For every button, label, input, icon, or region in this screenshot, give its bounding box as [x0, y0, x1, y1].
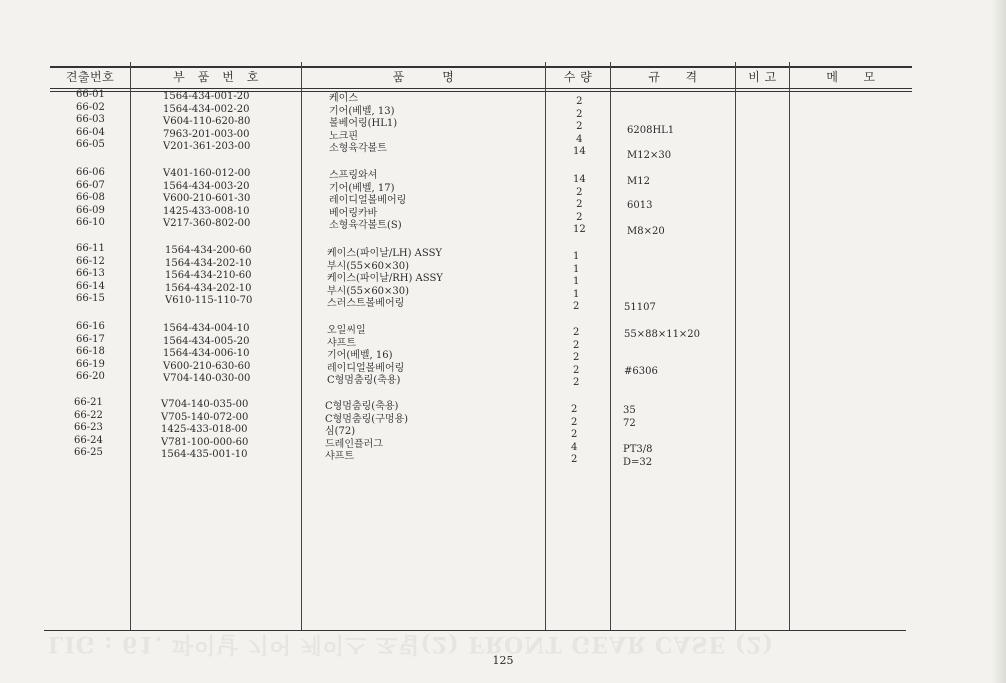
table-cell: 66-20	[76, 371, 105, 382]
table-cell: V217-360-802-00	[163, 218, 251, 229]
part-numbers-group-1	[163, 91, 250, 154]
table-cell: 기어(베벨, 13)	[329, 105, 395, 117]
table-cell: 케이스(파이날/LH) ASSY	[327, 248, 443, 259]
table-cell: 2	[571, 404, 578, 415]
header-bottom-rule	[50, 88, 912, 89]
table-cell: 1564-435-001-10	[161, 449, 248, 460]
item-numbers-group-4	[76, 321, 105, 384]
table-cell: 샤프트	[325, 451, 354, 462]
table-cell: 1564-434-202-10	[165, 282, 252, 294]
spec-group-5-c: PT3/8	[623, 444, 653, 455]
table-cell: 스프링와셔	[329, 170, 378, 181]
column-divider	[130, 62, 131, 630]
table-cell: 7963-201-003-00	[163, 128, 250, 140]
table-cell: 1	[573, 263, 580, 275]
table-cell: V705-140-072-00	[161, 411, 249, 423]
header-spec: 규 격	[648, 70, 698, 84]
spec-group-1-b: M12×30	[627, 150, 672, 161]
table-cell: 1564-434-003-20	[163, 180, 250, 192]
table-cell: 베어링카바	[329, 207, 378, 219]
table-cell: 1564-434-006-10	[163, 348, 250, 359]
table-cell: 기어(베벨, 17)	[329, 182, 395, 194]
item-numbers-group-5	[74, 397, 103, 460]
column-divider	[545, 62, 546, 630]
header-no: 견출번호	[65, 70, 115, 84]
quantities-group-2	[573, 174, 586, 237]
table-cell: 2	[576, 211, 583, 223]
part-names-group-2	[329, 170, 406, 233]
column-divider	[610, 62, 611, 630]
table-cell: V600-210-630-60	[163, 360, 251, 372]
spec-group-2-b: 6013	[627, 200, 653, 211]
header-qty: 수 량	[563, 70, 593, 84]
table-cell: 소형육각볼트(S)	[329, 220, 402, 231]
header-part-no: 부 품 번 호	[173, 70, 259, 84]
table-cell: 66-13	[76, 268, 105, 279]
spec-group-4-b: #6306	[624, 366, 658, 377]
table-cell: 스러스트볼베어링	[327, 298, 405, 309]
table-cell: 2	[573, 339, 580, 351]
quantities-group-4	[573, 327, 579, 390]
table-cell: 1	[573, 276, 580, 287]
table-cell: 66-07	[76, 179, 105, 191]
table-cell: V600-210-601-30	[163, 193, 251, 204]
table-cell: 1	[573, 251, 580, 262]
page-number: 125	[492, 654, 514, 667]
table-cell: 2	[573, 327, 580, 338]
table-bottom-rule	[44, 630, 906, 631]
table-cell: 66-05	[76, 139, 105, 150]
header-memo: 메 모	[826, 70, 876, 84]
column-divider	[301, 62, 302, 630]
table-cell: 66-10	[76, 217, 105, 228]
table-cell: 66-03	[76, 114, 105, 125]
table-cell: V704-140-035-00	[161, 399, 249, 410]
table-cell: 2	[576, 108, 583, 120]
table-cell: 기어(베벨, 16)	[327, 350, 393, 361]
spec-group-5-b: 72	[623, 418, 636, 429]
spec-group-1-a: 6208HL1	[627, 125, 675, 136]
table-cell: C형멈춤링(구멍용)	[325, 413, 409, 425]
table-cell: 레이디얼볼베어링	[329, 195, 407, 206]
header-remark: 비 고	[748, 70, 777, 84]
table-cell: 1	[573, 288, 580, 300]
table-cell: 4	[576, 133, 583, 145]
table-cell: 2	[573, 364, 580, 376]
table-cell: 1425-433-008-10	[163, 205, 250, 217]
table-cell: 66-23	[74, 422, 103, 433]
spec-group-5-a: 35	[623, 405, 636, 416]
part-names-group-1	[329, 93, 397, 156]
table-cell: 오일씨일	[327, 325, 366, 336]
table-cell: 케이스	[329, 93, 358, 104]
item-numbers-group-1	[76, 89, 105, 152]
part-numbers-group-2	[163, 168, 250, 231]
table-cell: 드레인플러그	[325, 438, 383, 450]
table-cell: 1564-434-210-60	[165, 270, 252, 281]
table-cell: 66-09	[76, 204, 105, 216]
table-cell: C형멈춤링(축용)	[325, 401, 399, 412]
table-cell: 66-11	[76, 243, 105, 254]
table-cell: 2	[573, 377, 580, 388]
table-cell: 부시(55×60×30)	[327, 285, 410, 297]
table-cell: V781-100-000-60	[161, 436, 249, 448]
table-cell: 14	[573, 174, 586, 185]
table-cell: 14	[573, 146, 586, 157]
table-cell: 66-06	[76, 167, 105, 178]
table-cell: 1425-433-018-00	[161, 424, 248, 435]
table-cell: 볼베어링(HL1)	[329, 118, 398, 129]
table-cell: 66-25	[74, 447, 103, 458]
table-cell: 1564-434-001-20	[163, 91, 250, 102]
table-cell: 66-17	[76, 333, 105, 345]
table-cell: 1564-434-202-10	[165, 257, 252, 269]
table-cell: V604-110-620-80	[163, 116, 251, 127]
table-cell: 2	[576, 96, 583, 107]
table-cell: 샤프트	[327, 337, 356, 349]
table-cell: 1564-434-004-10	[163, 323, 250, 334]
table-cell: V401-160-012-00	[163, 168, 251, 179]
part-names-group-5	[325, 401, 408, 464]
table-cell: 66-16	[76, 321, 105, 332]
item-numbers-group-2	[76, 167, 105, 230]
quantities-group-5	[571, 404, 577, 467]
table-cell: 66-12	[76, 255, 105, 267]
table-cell: 노크핀	[329, 130, 358, 142]
table-cell: C형멈춤링(축용)	[327, 375, 401, 386]
table-cell: 66-04	[76, 126, 105, 138]
table-cell: 1564-434-200-60	[165, 245, 252, 256]
table-cell: 4	[571, 441, 578, 453]
table-cell: 심(72)	[325, 426, 356, 437]
table-cell: V610-115-110-70	[165, 295, 253, 306]
table-cell: 부시(55×60×30)	[327, 260, 410, 272]
table-cell: 66-19	[76, 358, 105, 370]
table-cell: 66-14	[76, 280, 105, 292]
page-edge-shadow	[992, 0, 1006, 683]
part-numbers-group-4	[163, 323, 250, 386]
item-numbers-group-3	[76, 243, 105, 306]
table-cell: 2	[576, 186, 583, 198]
table-cell: 12	[573, 224, 586, 235]
part-names-group-3	[327, 248, 443, 311]
spec-group-5-d: D=32	[623, 457, 653, 468]
bleed-through-text: LIG : 61. 파이날 기어 케이스 조립(2) FRONT GEAR CASE (2)	[48, 631, 774, 657]
table-cell: 66-02	[76, 101, 105, 113]
table-cell: 2	[573, 301, 580, 312]
part-names-group-4	[327, 325, 404, 388]
column-divider	[735, 62, 736, 630]
table-cell: 케이스(파이날/RH) ASSY	[327, 273, 443, 284]
table-cell: 소형육각볼트	[329, 143, 387, 154]
table-cell: 2	[571, 429, 578, 440]
table-cell: 1564-434-002-20	[163, 103, 250, 115]
table-cell: 2	[573, 352, 580, 363]
table-cell: V201-361-203-00	[163, 141, 251, 152]
table-cell: 66-08	[76, 192, 105, 203]
quantities-group-3	[573, 251, 579, 314]
header-name: 품 명	[392, 70, 455, 84]
column-divider	[789, 62, 790, 630]
table-cell: 레이디얼볼베어링	[327, 362, 405, 374]
spec-group-3-a: 51107	[624, 302, 656, 313]
table-cell: 2	[576, 121, 583, 132]
table-cell: 66-22	[74, 409, 103, 421]
table-cell: 66-21	[74, 397, 103, 408]
table-cell: 66-18	[76, 346, 105, 357]
table-cell: 1564-434-005-20	[163, 335, 250, 347]
table-cell: V704-140-030-00	[163, 373, 251, 384]
table-cell: 66-15	[76, 293, 105, 304]
spec-group-4-a: 55×88×11×20	[624, 329, 701, 340]
quantities-group-1	[573, 96, 586, 159]
table-cell: 66-01	[76, 89, 105, 100]
table-cell: 2	[571, 416, 578, 428]
table-cell: 66-24	[74, 434, 103, 446]
spec-group-2-a: M12	[627, 176, 650, 187]
table-cell: 2	[576, 199, 583, 210]
table-cell: 2	[571, 454, 578, 465]
part-numbers-group-5	[161, 399, 248, 462]
spec-group-2-c: M8×20	[627, 226, 665, 237]
part-numbers-group-3	[165, 245, 252, 308]
